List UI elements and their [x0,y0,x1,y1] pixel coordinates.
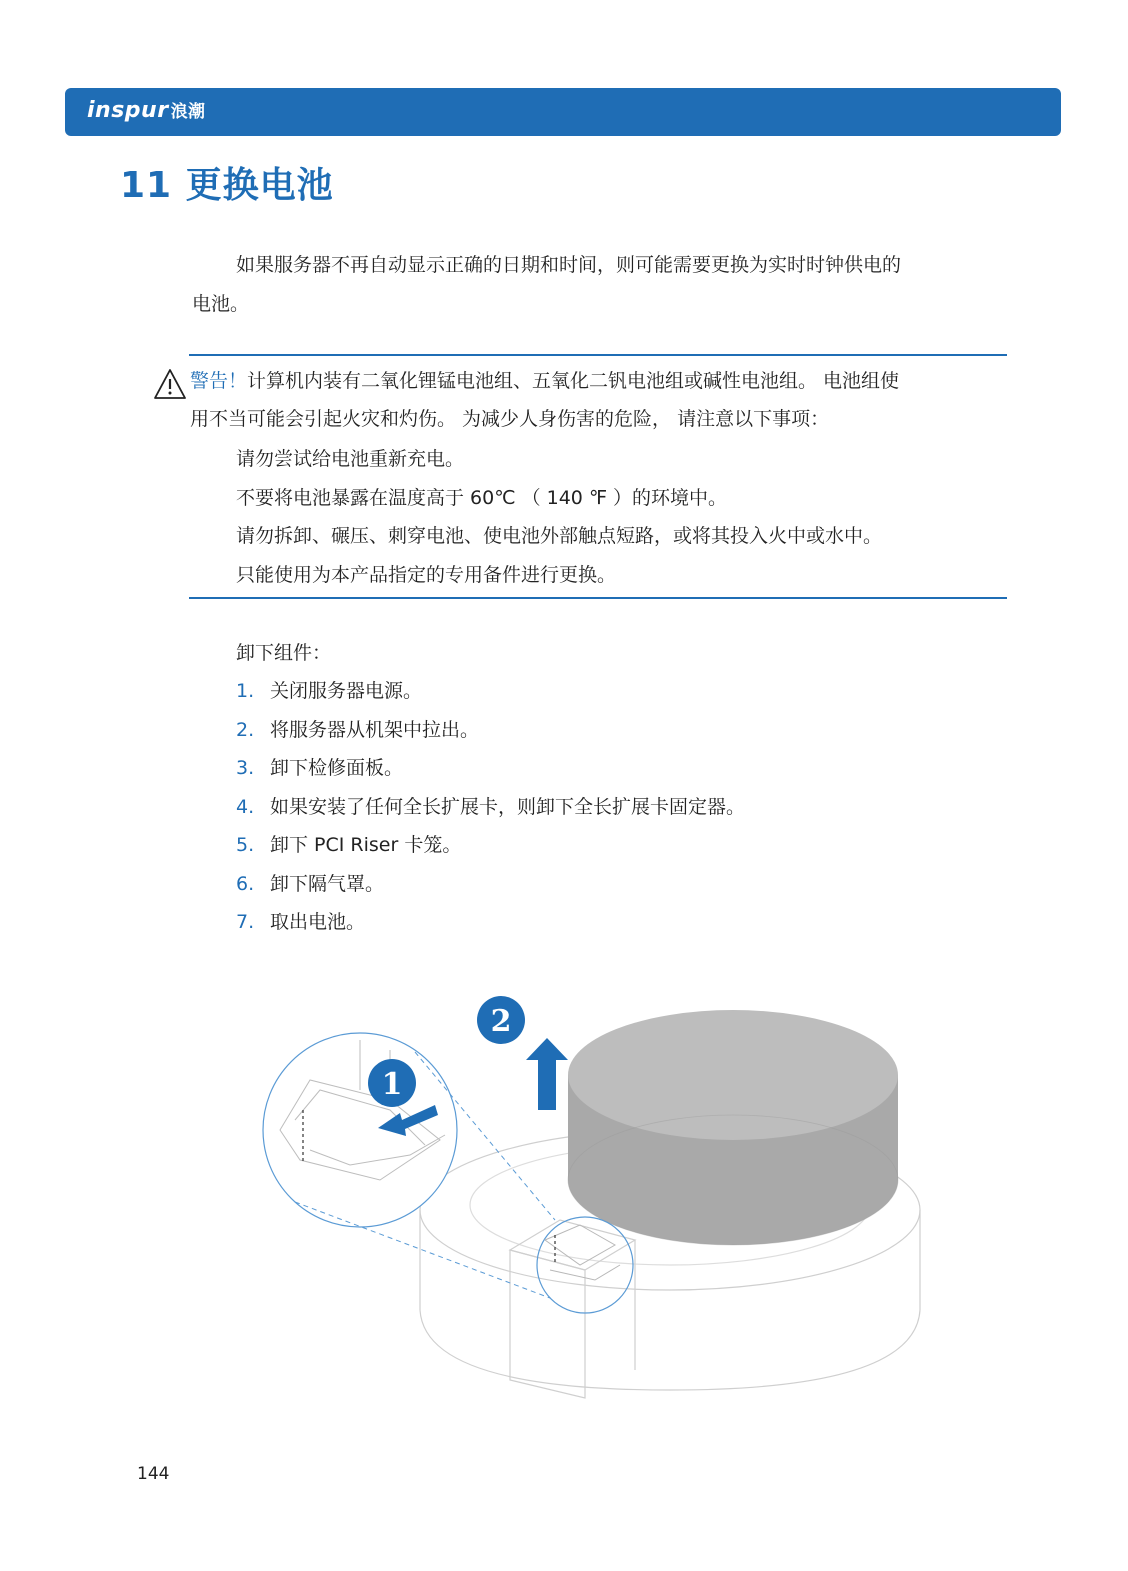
step-text: 卸下隔气罩。 [270,873,385,895]
warning-text-1: 计算机内装有二氧化锂锰电池组、五氧化二钒电池组或碱性电池组。 电池组使 [247,370,900,392]
step-text: 如果安装了任何全长扩展卡，则卸下全长扩展卡固定器。 [270,796,746,818]
step-number: 3. [236,757,255,779]
procedure-step [236,832,461,858]
warning-line-2: 用不当可能会引起火灾和灼伤。 为减少人身伤害的危险， 请注意以下事项： [190,408,830,430]
svg-text:2: 2 [490,1004,512,1039]
callout-1 [368,1059,416,1107]
step-text: 卸下 PCI Riser 卡笼。 [270,834,462,856]
coin-battery [568,1010,898,1245]
procedure-step [236,909,365,935]
step-number: 4. [236,796,255,818]
step-number: 5. [236,834,255,856]
step-number: 1. [236,680,255,702]
step-number: 7. [236,911,255,933]
warning-line-1 [190,368,899,394]
warning-triangle-icon [153,368,187,400]
procedure-step [236,755,403,781]
warning-label: 警告！ [190,370,248,392]
warning-item: 不要将电池暴露在温度高于 60℃ （ 140 ℉ ）的环境中。 [236,487,728,509]
warning-top-rule [189,354,1007,356]
intro-line-2: 电池。 [192,293,250,315]
warning-item: 请勿尝试给电池重新充电。 [236,448,465,470]
arrow-2 [526,1038,568,1110]
step-number: 6. [236,873,255,895]
step-number: 2. [236,719,255,741]
warning-item: 请勿拆卸、碾压、刺穿电池、使电池外部触点短路，或将其投入火中或水中。 [236,525,883,547]
intro-line-1: 如果服务器不再自动显示正确的日期和时间，则可能需要更换为实时时钟供电的 [236,254,902,276]
header-bar [65,88,1061,136]
svg-text:1: 1 [381,1067,403,1102]
warning-item: 只能使用为本产品指定的专用备件进行更换。 [236,564,617,586]
procedure-step [236,871,384,897]
step-text: 将服务器从机架中拉出。 [270,719,480,741]
page-number: 144 [137,1464,170,1484]
warning-bottom-rule [189,597,1007,599]
step-text: 关闭服务器电源。 [270,680,423,702]
procedure-step [236,717,479,743]
procedure-step [236,794,745,820]
battery-removal-illustration [250,980,950,1410]
procedure-step [236,678,422,704]
step-text: 取出电池。 [270,911,366,933]
inspur-logo: inspur 浪潮 [87,98,206,123]
procedure-title: 卸下组件： [236,642,332,664]
step-text: 卸下检修面板。 [270,757,404,779]
chapter-title: 11 更换电池 [120,165,334,206]
callout-2 [477,996,525,1044]
